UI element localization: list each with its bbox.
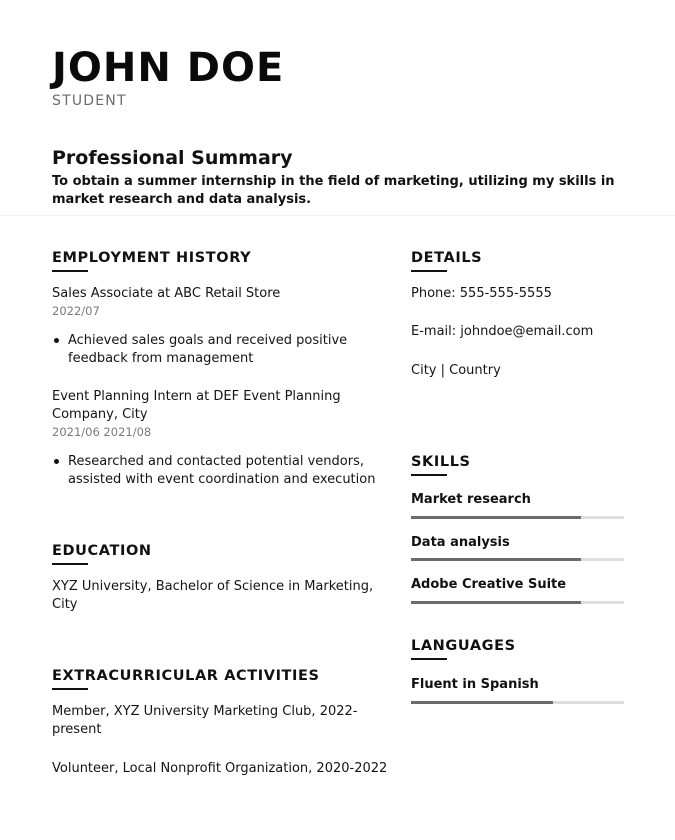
skill-level-fill (411, 558, 581, 561)
language-label: Fluent in Spanish (411, 677, 539, 692)
summary-text: To obtain a summer internship in the field of marketing, utilizing my skills in market research and data analysis. (52, 174, 615, 207)
skill-level-track (411, 601, 624, 604)
extracurricular-item: Member, XYZ University Marketing Club, 2022-present (52, 704, 358, 737)
resume-name: JOHN DOE (52, 45, 285, 91)
skills-heading-rule (411, 474, 447, 476)
education-heading-rule (52, 563, 88, 565)
resume-role: STUDENT (52, 93, 127, 109)
employment-heading-rule (52, 270, 88, 272)
skill-level-track (411, 516, 624, 519)
details-heading-rule (411, 270, 447, 272)
language-level-track (411, 701, 624, 704)
language-level-fill (411, 701, 553, 704)
job-title: Event Planning Intern at DEF Event Planning Company, City (52, 389, 341, 422)
education-entry: XYZ University, Bachelor of Science in Marketing, City (52, 579, 374, 612)
skill-label: Market research (411, 492, 531, 507)
job-bullet-text: Researched and contacted potential vendors, assisted with event coordination and execution (68, 454, 376, 487)
skill-level-fill (411, 601, 581, 604)
summary-title: Professional Summary (52, 147, 293, 169)
languages-heading-rule (411, 658, 447, 660)
details-phone: Phone: 555-555-5555 (411, 286, 552, 301)
bullet-dot (54, 338, 59, 343)
extracurricular-heading: EXTRACURRICULAR ACTIVITIES (52, 668, 320, 684)
details-email: E-mail: johndoe@email.com (411, 324, 594, 339)
languages-heading: LANGUAGES (411, 638, 516, 654)
extracurricular-heading-rule (52, 688, 88, 690)
skill-level-track (411, 558, 624, 561)
skill-label: Adobe Creative Suite (411, 577, 567, 592)
employment-heading: EMPLOYMENT HISTORY (52, 250, 252, 266)
skill-label: Data analysis (411, 535, 510, 550)
header-divider (0, 215, 675, 216)
education-heading: EDUCATION (52, 543, 152, 559)
extracurricular-item: Volunteer, Local Nonprofit Organization, 2020-2022 (52, 761, 388, 776)
job-date: 2021/06 2021/08 (52, 425, 152, 439)
skills-heading: SKILLS (411, 454, 471, 470)
details-location: City | Country (411, 363, 501, 378)
job-date: 2022/07 (52, 304, 100, 318)
job-title: Sales Associate at ABC Retail Store (52, 286, 281, 301)
skill-level-fill (411, 516, 581, 519)
job-bullet-text: Achieved sales goals and received positive feedback from management (68, 333, 348, 366)
details-heading: DETAILS (411, 250, 483, 266)
bullet-dot (54, 459, 59, 464)
